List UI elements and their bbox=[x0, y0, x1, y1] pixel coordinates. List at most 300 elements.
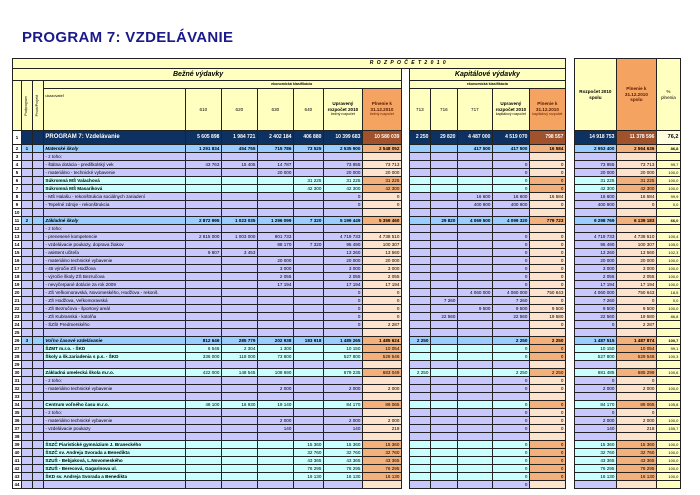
cell-c610 bbox=[185, 377, 221, 385]
cell-c717 bbox=[457, 209, 492, 217]
cell-c713 bbox=[409, 161, 430, 169]
cell-pk: 0 bbox=[529, 409, 565, 417]
cell-ps: 0 bbox=[616, 409, 656, 417]
row-number: 35 bbox=[14, 410, 20, 415]
cell-pb: 17 194 bbox=[362, 281, 401, 289]
column-gap bbox=[565, 241, 574, 249]
subprogram-number bbox=[21, 321, 32, 329]
table-row bbox=[13, 441, 681, 449]
subprogram-number bbox=[21, 385, 32, 393]
cell-pk: 0 bbox=[529, 241, 565, 249]
ek-klas-bezne: ekonomická klasifikácia bbox=[43, 81, 401, 89]
cell-c620 bbox=[221, 169, 257, 177]
col-716: 716 bbox=[430, 89, 457, 131]
table-row bbox=[13, 161, 681, 169]
table-row bbox=[13, 273, 681, 281]
cell-c716 bbox=[430, 377, 457, 385]
cell-c630 bbox=[257, 193, 293, 201]
cell-c640: 406 880 bbox=[293, 131, 323, 145]
cell-ub: 527 800 bbox=[323, 353, 362, 361]
col-713: 713 bbox=[409, 89, 430, 131]
cell-pb bbox=[362, 433, 401, 441]
column-gap bbox=[401, 369, 409, 377]
cell-c713 bbox=[409, 145, 430, 153]
cell-c620: 1 023 035 bbox=[221, 217, 257, 225]
cell-uk: 4 519 070 bbox=[492, 131, 529, 145]
element-cell bbox=[32, 131, 43, 145]
cell-c717 bbox=[457, 481, 492, 489]
row-number: 14 bbox=[14, 242, 20, 247]
element-cell bbox=[32, 153, 43, 161]
cell-c640 bbox=[293, 481, 323, 489]
bezne-header: Bežné výdavky bbox=[13, 69, 402, 81]
cell-pb: 0 bbox=[362, 305, 401, 313]
cell-uk: 0 bbox=[492, 409, 529, 417]
row-number: 33 bbox=[14, 394, 20, 399]
row-label: - vzdelávacie poukazy bbox=[43, 425, 185, 433]
cell-pk: 798 557 bbox=[529, 131, 565, 145]
cell-c620 bbox=[221, 201, 257, 209]
row-label: - vzdelávacie poukazy, doprava žiakov bbox=[43, 241, 185, 249]
subprogram-number bbox=[21, 249, 32, 257]
col-640: 640 bbox=[293, 89, 323, 131]
element-cell bbox=[32, 201, 43, 209]
cell-c630 bbox=[257, 473, 293, 481]
cell-c620 bbox=[221, 257, 257, 265]
cell-c610: 5 605 898 bbox=[185, 131, 221, 145]
column-gap bbox=[565, 281, 574, 289]
cell-pk: 0 bbox=[529, 417, 565, 425]
cell-c630 bbox=[257, 465, 293, 473]
table-row bbox=[13, 145, 681, 153]
column-gap bbox=[401, 265, 409, 273]
column-gap bbox=[401, 185, 409, 193]
subprogram-number bbox=[21, 457, 32, 465]
table-row bbox=[13, 153, 681, 161]
cell-ps: 100 307 bbox=[616, 241, 656, 249]
cell-c610: 422 000 bbox=[185, 369, 221, 377]
column-gap bbox=[565, 353, 574, 361]
cell-c630 bbox=[257, 305, 293, 313]
row-label: Základné školy bbox=[43, 217, 185, 225]
element-cell bbox=[32, 209, 43, 217]
cell-pk: 0 bbox=[529, 345, 565, 353]
cell-c713 bbox=[409, 217, 430, 225]
column-gap bbox=[565, 193, 574, 201]
cell-rs: 0 bbox=[574, 377, 616, 385]
cell-c610 bbox=[185, 273, 221, 281]
cell-c620 bbox=[221, 273, 257, 281]
budget-table bbox=[12, 58, 681, 489]
cell-c640: 7 320 bbox=[293, 217, 323, 225]
cell-pb: 13 560 bbox=[362, 249, 401, 257]
cell-pk: 0 bbox=[529, 265, 565, 273]
table-row bbox=[13, 457, 681, 465]
cell-c620 bbox=[221, 225, 257, 233]
cell-uk: 0 bbox=[492, 241, 529, 249]
element-cell bbox=[32, 217, 43, 225]
cell-uk: 7 260 bbox=[492, 297, 529, 305]
cell-ps bbox=[616, 393, 656, 401]
element-cell bbox=[32, 329, 43, 337]
cell-c717 bbox=[457, 185, 492, 193]
row-number: 40 bbox=[14, 450, 20, 455]
cell-c620 bbox=[221, 313, 257, 321]
cell-rs bbox=[574, 153, 616, 161]
cell-c713 bbox=[409, 393, 430, 401]
row-number: 13 bbox=[14, 234, 20, 239]
cell-c716 bbox=[430, 201, 457, 209]
element-cell bbox=[32, 249, 43, 257]
column-gap bbox=[401, 289, 409, 297]
cell-c640 bbox=[293, 433, 323, 441]
column-gap bbox=[565, 273, 574, 281]
subprogram-number bbox=[21, 131, 32, 145]
cell-c620 bbox=[221, 241, 257, 249]
cell-pct: 76,2 bbox=[656, 131, 680, 145]
cell-ps: 2 000 bbox=[616, 385, 656, 393]
table-row bbox=[13, 209, 681, 217]
budget-table-wrapper bbox=[12, 58, 681, 489]
cell-ub: 17 194 bbox=[323, 281, 362, 289]
subprogram-number bbox=[21, 377, 32, 385]
cell-c716 bbox=[430, 281, 457, 289]
subprogram-number bbox=[21, 225, 32, 233]
rozpocet-spolu-header: Rozpočet 2010 spolu bbox=[574, 59, 616, 131]
element-cell bbox=[32, 361, 43, 369]
cell-pb: 20 000 bbox=[362, 257, 401, 265]
pct-header: % plnenia bbox=[656, 59, 680, 131]
cell-ps: 42 300 bbox=[616, 185, 656, 193]
column-gap bbox=[565, 457, 574, 465]
cell-pct: 100,0 bbox=[656, 281, 680, 289]
cell-pb bbox=[362, 377, 401, 385]
cell-pb: 2 000 bbox=[362, 385, 401, 393]
cell-uk bbox=[492, 433, 529, 441]
column-gap bbox=[565, 433, 574, 441]
cell-rs: 681 485 bbox=[574, 369, 616, 377]
cell-pb bbox=[362, 409, 401, 417]
cell-c630: 17 194 bbox=[257, 281, 293, 289]
column-gap bbox=[401, 361, 409, 369]
element-cell bbox=[32, 481, 43, 489]
cell-c610 bbox=[185, 297, 221, 305]
column-gap bbox=[401, 161, 409, 169]
cell-c716 bbox=[430, 369, 457, 377]
cell-c610 bbox=[185, 433, 221, 441]
table-row bbox=[13, 353, 681, 361]
cell-ub bbox=[323, 225, 362, 233]
cell-ub: 2 000 bbox=[323, 417, 362, 425]
row-number: 43 bbox=[14, 474, 20, 479]
subprogram-number bbox=[21, 417, 32, 425]
cell-uk: 0 bbox=[492, 385, 529, 393]
cell-c713 bbox=[409, 185, 430, 193]
column-gap bbox=[565, 465, 574, 473]
podprogram-label: Podprogram bbox=[21, 81, 32, 131]
cell-uk: 0 bbox=[492, 377, 529, 385]
cell-c717 bbox=[457, 233, 492, 241]
column-gap bbox=[401, 225, 409, 233]
cell-pk: 0 bbox=[529, 297, 565, 305]
column-gap bbox=[401, 385, 409, 393]
cell-c713 bbox=[409, 177, 430, 185]
cell-pct bbox=[656, 153, 680, 161]
column-gap bbox=[401, 201, 409, 209]
cell-pk: 16 584 bbox=[529, 145, 565, 153]
column-gap bbox=[401, 305, 409, 313]
cell-rs: 9 298 769 bbox=[574, 217, 616, 225]
cell-rs: 31 225 bbox=[574, 177, 616, 185]
row-label: - ZŠ Kubranská - kotolňa bbox=[43, 313, 185, 321]
cell-c620 bbox=[221, 425, 257, 433]
row-number: 19 bbox=[14, 282, 20, 287]
cell-c630 bbox=[257, 409, 293, 417]
cell-c716 bbox=[430, 209, 457, 217]
cell-pk: 0 bbox=[529, 401, 565, 409]
cell-ps: 17 194 bbox=[616, 281, 656, 289]
cell-c630: 1 296 099 bbox=[257, 217, 293, 225]
table-row bbox=[13, 313, 681, 321]
column-gap bbox=[565, 313, 574, 321]
element-cell bbox=[32, 289, 43, 297]
cell-ub: 5 199 449 bbox=[323, 217, 362, 225]
cell-c640 bbox=[293, 289, 323, 297]
subprogram-number bbox=[21, 241, 32, 249]
cell-c610 bbox=[185, 417, 221, 425]
subprogram-number bbox=[21, 169, 32, 177]
cell-pk: 0 bbox=[529, 385, 565, 393]
cell-pk: 0 bbox=[529, 377, 565, 385]
cell-ps: 32 760 bbox=[616, 449, 656, 457]
cell-ub: 4 719 733 bbox=[323, 233, 362, 241]
element-cell bbox=[32, 409, 43, 417]
cell-pk: 0 bbox=[529, 169, 565, 177]
cell-c610: 812 646 bbox=[185, 337, 221, 345]
column-gap bbox=[401, 281, 409, 289]
table-row bbox=[13, 233, 681, 241]
cell-ub: 20 000 bbox=[323, 169, 362, 177]
element-cell bbox=[32, 425, 43, 433]
cell-pct: 100,0 bbox=[656, 305, 680, 313]
column-gap bbox=[401, 145, 409, 153]
cell-uk bbox=[492, 361, 529, 369]
cell-ub bbox=[323, 329, 362, 337]
cell-ps: 76 295 bbox=[616, 465, 656, 473]
cell-c630: 20 000 bbox=[257, 257, 293, 265]
cell-c610 bbox=[185, 457, 221, 465]
cell-ub: 15 360 bbox=[323, 441, 362, 449]
subprogram-number bbox=[21, 473, 32, 481]
cell-c713 bbox=[409, 353, 430, 361]
cell-pk: 0 bbox=[529, 473, 565, 481]
cell-c717: 4 069 500 bbox=[457, 217, 492, 225]
cell-ps: 16 130 bbox=[616, 473, 656, 481]
cell-pk: 0 bbox=[529, 249, 565, 257]
cell-c716 bbox=[430, 465, 457, 473]
cell-c610 bbox=[185, 481, 221, 489]
cell-pk bbox=[529, 481, 565, 489]
cell-pk: 0 bbox=[529, 425, 565, 433]
row-label bbox=[43, 209, 185, 217]
subprogram-number bbox=[21, 441, 32, 449]
column-gap bbox=[401, 353, 409, 361]
row-label bbox=[43, 361, 185, 369]
column-gap bbox=[401, 273, 409, 281]
cell-c610 bbox=[185, 305, 221, 313]
column-gap bbox=[565, 209, 574, 217]
cell-c716 bbox=[430, 433, 457, 441]
cell-c713 bbox=[409, 169, 430, 177]
cell-c716: 7 260 bbox=[430, 297, 457, 305]
row-number: 18 bbox=[14, 274, 20, 279]
cell-rs: 84 170 bbox=[574, 401, 616, 409]
column-gap bbox=[401, 393, 409, 401]
cell-ps: 11 378 596 bbox=[616, 131, 656, 145]
column-gap bbox=[401, 441, 409, 449]
cell-c630 bbox=[257, 313, 293, 321]
row-label bbox=[43, 433, 185, 441]
cell-c717: 400 900 bbox=[457, 201, 492, 209]
subprogram-number bbox=[21, 177, 32, 185]
column-gap bbox=[401, 329, 409, 337]
table-row bbox=[13, 281, 681, 289]
table-row bbox=[13, 265, 681, 273]
cell-pk: 779 723 bbox=[529, 217, 565, 225]
cell-ub: 0 bbox=[323, 313, 362, 321]
row-number: 38 bbox=[14, 434, 20, 439]
column-gap bbox=[401, 377, 409, 385]
subprogram-number bbox=[21, 313, 32, 321]
cell-pct: 100,0 bbox=[656, 265, 680, 273]
cell-c610 bbox=[185, 361, 221, 369]
cell-pct: 0,0 bbox=[656, 201, 680, 209]
cell-pb: 5 359 460 bbox=[362, 217, 401, 225]
cell-uk: 0 bbox=[492, 257, 529, 265]
cell-c620 bbox=[221, 473, 257, 481]
cell-uk: 417 500 bbox=[492, 145, 529, 153]
cell-c620 bbox=[221, 465, 257, 473]
cell-c620 bbox=[221, 297, 257, 305]
cell-c640 bbox=[293, 329, 323, 337]
element-cell bbox=[32, 281, 43, 289]
cell-c716 bbox=[430, 345, 457, 353]
prvok-label: Prvok/Projekt bbox=[32, 81, 43, 131]
cell-c716 bbox=[430, 289, 457, 297]
cell-c640 bbox=[293, 321, 323, 329]
cell-uk: 2 250 bbox=[492, 337, 529, 345]
cell-pb: 89 065 bbox=[362, 401, 401, 409]
element-cell bbox=[32, 337, 43, 345]
cell-c640 bbox=[293, 401, 323, 409]
cell-c640: 183 918 bbox=[293, 337, 323, 345]
cell-pb bbox=[362, 361, 401, 369]
cell-c610 bbox=[185, 425, 221, 433]
cell-c620 bbox=[221, 209, 257, 217]
cell-uk bbox=[492, 225, 529, 233]
cell-pb: 16 130 bbox=[362, 473, 401, 481]
cell-pb: 76 295 bbox=[362, 465, 401, 473]
cell-uk: 0 bbox=[492, 401, 529, 409]
cell-pk bbox=[529, 433, 565, 441]
cell-pct: 66,0 bbox=[656, 217, 680, 225]
cell-uk: 16 600 bbox=[492, 193, 529, 201]
subprogram-number bbox=[21, 297, 32, 305]
cell-pct: 86,8 bbox=[656, 145, 680, 153]
cell-c716 bbox=[430, 273, 457, 281]
subprogram-number bbox=[21, 193, 32, 201]
cell-ub: 2 055 bbox=[323, 273, 362, 281]
cell-c717 bbox=[457, 169, 492, 177]
subprogram-number: 1 bbox=[21, 145, 32, 153]
cell-ub: 679 235 bbox=[323, 369, 362, 377]
cell-uk: 0 bbox=[492, 265, 529, 273]
subprogram-number bbox=[21, 153, 32, 161]
cell-c640: 43 365 bbox=[293, 457, 323, 465]
cell-c620 bbox=[221, 385, 257, 393]
row-number: 34 bbox=[14, 402, 20, 407]
cell-c640 bbox=[293, 393, 323, 401]
element-cell bbox=[32, 393, 43, 401]
cell-pb: 2 055 bbox=[362, 273, 401, 281]
cell-c620 bbox=[221, 441, 257, 449]
column-gap bbox=[401, 465, 409, 473]
cell-pb: 2 000 bbox=[362, 417, 401, 425]
table-row bbox=[13, 369, 681, 377]
cell-c630: 2 055 bbox=[257, 273, 293, 281]
cell-c620 bbox=[221, 305, 257, 313]
row-number: 22 bbox=[14, 306, 20, 311]
cell-pct: 105,8 bbox=[656, 401, 680, 409]
column-gap bbox=[565, 201, 574, 209]
cell-c620: 454 755 bbox=[221, 145, 257, 153]
cell-pk bbox=[529, 153, 565, 161]
row-label: - prenesené kompetencie bbox=[43, 233, 185, 241]
cell-c713 bbox=[409, 465, 430, 473]
cell-c610 bbox=[185, 265, 221, 273]
cell-ps: 10 054 bbox=[616, 345, 656, 353]
column-gap bbox=[565, 153, 574, 161]
cell-ps: 0 bbox=[616, 377, 656, 385]
cell-uk: 4 060 000 bbox=[492, 289, 529, 297]
cell-c716 bbox=[430, 257, 457, 265]
cell-c620: 16 930 bbox=[221, 401, 257, 409]
cell-c610: 43 763 bbox=[185, 161, 221, 169]
cell-c630 bbox=[257, 361, 293, 369]
cell-c716 bbox=[430, 361, 457, 369]
column-gap bbox=[401, 321, 409, 329]
cell-c620 bbox=[221, 417, 257, 425]
cell-pct bbox=[656, 329, 680, 337]
element-cell bbox=[32, 369, 43, 377]
column-gap bbox=[401, 409, 409, 417]
cell-c640: 42 300 bbox=[293, 185, 323, 193]
cell-c716 bbox=[430, 265, 457, 273]
cell-c713 bbox=[409, 473, 430, 481]
cell-c620 bbox=[221, 449, 257, 457]
row-number: 39 bbox=[14, 442, 20, 447]
column-gap bbox=[401, 241, 409, 249]
cell-c717 bbox=[457, 417, 492, 425]
cell-uk bbox=[492, 153, 529, 161]
cell-c640 bbox=[293, 425, 323, 433]
cell-c713 bbox=[409, 425, 430, 433]
element-cell bbox=[32, 385, 43, 393]
cell-pct bbox=[656, 321, 680, 329]
subprogram-number bbox=[21, 233, 32, 241]
column-gap bbox=[565, 257, 574, 265]
cell-c717 bbox=[457, 249, 492, 257]
